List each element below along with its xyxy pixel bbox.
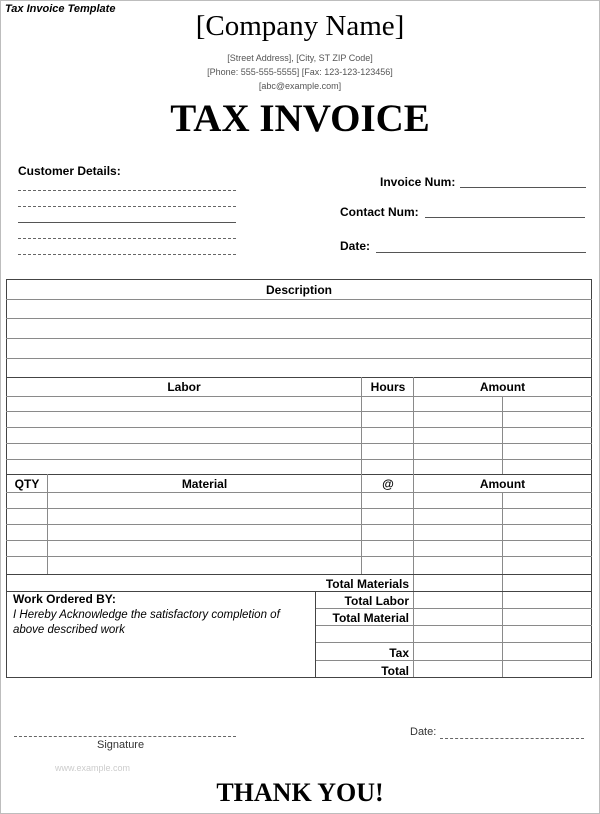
material-col-divider (502, 492, 503, 678)
acknowledgement-text: I Hereby Acknowledge the satisfactory completion of above described work (13, 609, 280, 636)
table-top-border (6, 279, 592, 280)
invoice-title: TAX INVOICE (170, 97, 430, 140)
labor-row-line (6, 427, 592, 428)
customer-line-4[interactable] (18, 238, 236, 239)
company-name: [Company Name] (195, 10, 405, 42)
total-materials-label: Total Materials (325, 577, 409, 591)
at-header: @ (382, 477, 394, 491)
qty-header: QTY (14, 477, 40, 491)
totals-row-line (315, 660, 592, 661)
material-row-line (6, 524, 592, 525)
thank-you: THANK YOU! (216, 778, 384, 807)
labor-row-line (6, 443, 592, 444)
invoice-num-label: Invoice Num: (380, 175, 456, 189)
hours-header: Hours (370, 380, 406, 394)
labor-row-line (6, 411, 592, 412)
amount-header: Amount (479, 380, 526, 394)
material-row-line (6, 508, 592, 509)
tax-label: Tax (389, 646, 409, 660)
work-ordered-by-label: Work Ordered BY: (13, 592, 116, 606)
desc-row-line (6, 358, 592, 359)
totals-row-line (315, 642, 592, 643)
desc-row-line (6, 299, 592, 300)
contact-num-label: Contact Num: (340, 205, 419, 219)
customer-details-label: Customer Details: (18, 164, 121, 178)
material-row-line (6, 492, 592, 493)
labor-section-top (6, 377, 592, 378)
totals-section-top (6, 574, 592, 575)
bottom-date-line[interactable] (440, 738, 584, 739)
customer-line-1[interactable] (18, 190, 236, 191)
date-field[interactable] (376, 252, 586, 253)
company-phone-fax: [Phone: 555-555-5555] [Fax: 123-123-123456] (207, 67, 393, 77)
ack-box-divider (315, 591, 316, 678)
material-row-line (6, 540, 592, 541)
labor-row-line (6, 459, 592, 460)
signature-line[interactable] (14, 736, 236, 737)
material-col-divider (361, 474, 362, 574)
labor-header: Labor (167, 380, 201, 394)
table-bottom-border (6, 677, 592, 678)
material-header: Material (181, 477, 228, 491)
material-col-divider (413, 474, 414, 678)
invoice-num-field[interactable] (460, 187, 586, 188)
total-label: Total (381, 664, 409, 678)
customer-line-5[interactable] (18, 254, 236, 255)
company-address: [Street Address], [City, ST ZIP Code] (227, 53, 373, 63)
signature-label: Signature (97, 739, 145, 751)
labor-col-divider (361, 377, 362, 474)
desc-row-line (6, 318, 592, 319)
template-label: Tax Invoice Template (5, 3, 116, 15)
contact-num-field[interactable] (425, 217, 585, 218)
labor-row-line (6, 396, 592, 397)
customer-line-2[interactable] (18, 206, 236, 207)
desc-row-line (6, 338, 592, 339)
bottom-date-label: Date: (410, 726, 437, 738)
total-material-label: Total Material (332, 611, 409, 625)
material-col-divider (47, 474, 48, 574)
totals-row-line (315, 608, 592, 609)
date-label: Date: (340, 239, 371, 253)
amount-header-2: Amount (479, 477, 526, 491)
labor-col-divider (413, 377, 414, 474)
watermark: www.example.com (55, 763, 131, 773)
company-email: [abc@example.com] (258, 81, 342, 91)
customer-line-3[interactable] (18, 222, 236, 223)
material-section-top (6, 474, 592, 475)
material-row-line (6, 556, 592, 557)
description-header: Description (265, 283, 332, 297)
labor-col-divider (502, 396, 503, 474)
totals-row-line (315, 625, 592, 626)
total-labor-label: Total Labor (344, 594, 409, 608)
